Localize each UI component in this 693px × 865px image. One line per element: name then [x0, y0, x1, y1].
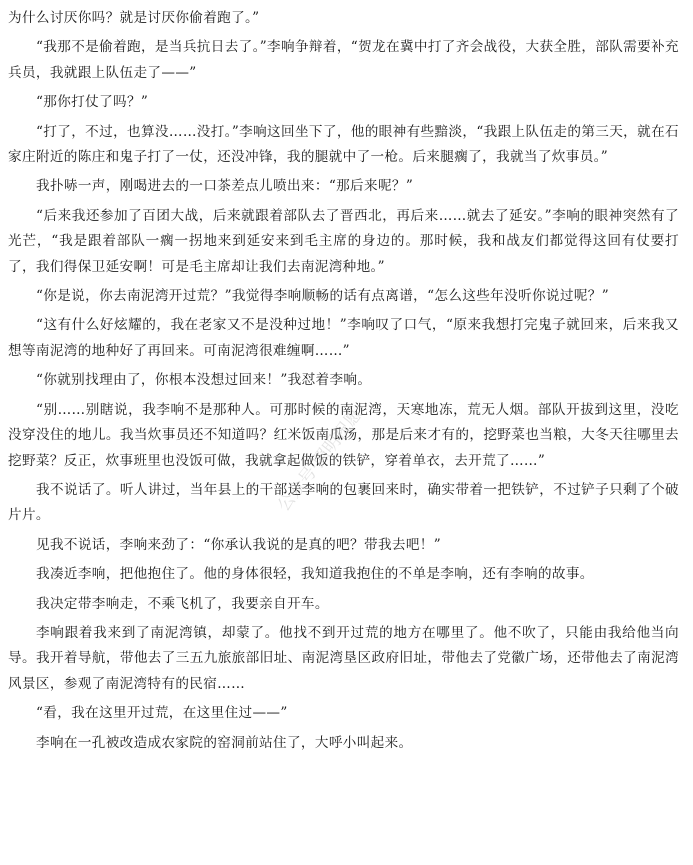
paragraph: “别……别瞎说，我李响不是那种人。可那时候的南泥湾，天寒地冻，荒无人烟。部队开拔到这里，没吃没穿没住的地儿。我当炊事员还不知道吗？红米饭南瓜汤，那是后来才有的，挖野菜也当粮，大冬天往哪里去挖野菜？反正，炊事班里也没饭可做，我就拿起做饭的铁铲，穿着单衣，去开荒了……” [8, 401, 679, 469]
paragraph: 我不说话了。听人讲过，当年县上的干部送李响的包裹回来时，确实带着一把铁铲，不过铲子只剩了个破片片。 [8, 481, 679, 524]
paragraph: 我扑哧一声，刚喝进去的一口茶差点儿喷出来：“那后来呢？” [36, 178, 414, 195]
paragraph: 李响跟着我来到了南泥湾镇，却蒙了。他找不到开过荒的地方在哪里了。他不吹了，只能由我给他当向导。我开着导航，带他去了三五九旅旅部旧址、南泥湾垦区政府旧址，带他去了党徽广场，还带他去了南泥湾风景区，参观了南泥湾特有的民宿…… [8, 624, 679, 692]
paragraph: “打了，不过，也算没……没打。”李响这回坐下了，他的眼神有些黯淡，“我跟上队伍走的第三天，就在石家庄附近的陈庄和鬼子打了一仗，还没冲锋，我的腿就中了一枪。后来腿瘸了，我就当了炊事员。” [8, 123, 679, 166]
paragraph: 见我不说话，李响来劲了：“你承认我说的是真的吧？带我去吧！” [36, 536, 442, 553]
paragraph: 为什么讨厌你吗？就是讨厌你偷着跑了。” [8, 10, 260, 26]
paragraph: 我决定带李响走，不乘飞机了，我要亲自开车。 [36, 595, 329, 612]
paragraph: “你就别找理由了，你根本没想过回来！”我怼着李响。 [36, 372, 372, 389]
paragraph: “我那不是偷着跑，是当兵抗日去了。”李响争辩着，“贺龙在冀中打了齐会战役，大获全胜，部队需要补充兵员，我就跟上队伍走了——” [8, 39, 679, 81]
watermark: 公众号·照明祝愿 [273, 405, 367, 516]
paragraph: 李响在一孔被改造成农家院的窑洞前站住了，大呼小叫起来。 [36, 734, 413, 751]
paragraph: 我凑近李响，把他抱住了。他的身体很轻，我知道我抱住的不单是李响，还有李响的故事。 [36, 566, 594, 583]
paragraph: “后来我还参加了百团大战，后来就跟着部队去了晋西北，再后来……就去了延安。”李响的眼神突然有了光芒，“我是跟着部队一瘸一拐地来到延安来到毛主席的身边的。那时候，我和战友们都觉得这回有仗要打了，我们得保卫延安啊！可是毛主席却让我们去南泥湾种地。” [8, 207, 679, 275]
paragraph: “那你打仗了吗？” [36, 94, 149, 111]
paragraph: “你是说，你去南泥湾开过荒？”我觉得李响顺畅的话有点离谱，“怎么这些年没听你说过呢？” [36, 288, 610, 305]
paragraph: “这有什么好炫耀的，我在老家又不是没种过地！”李响叹了口气，“原来我想打完鬼子就回来，后来我又想等南泥湾的地种好了再回来。可南泥湾很难缠啊……” [8, 317, 679, 359]
paragraph: “看，我在这里开过荒，在这里住过——” [36, 705, 288, 722]
